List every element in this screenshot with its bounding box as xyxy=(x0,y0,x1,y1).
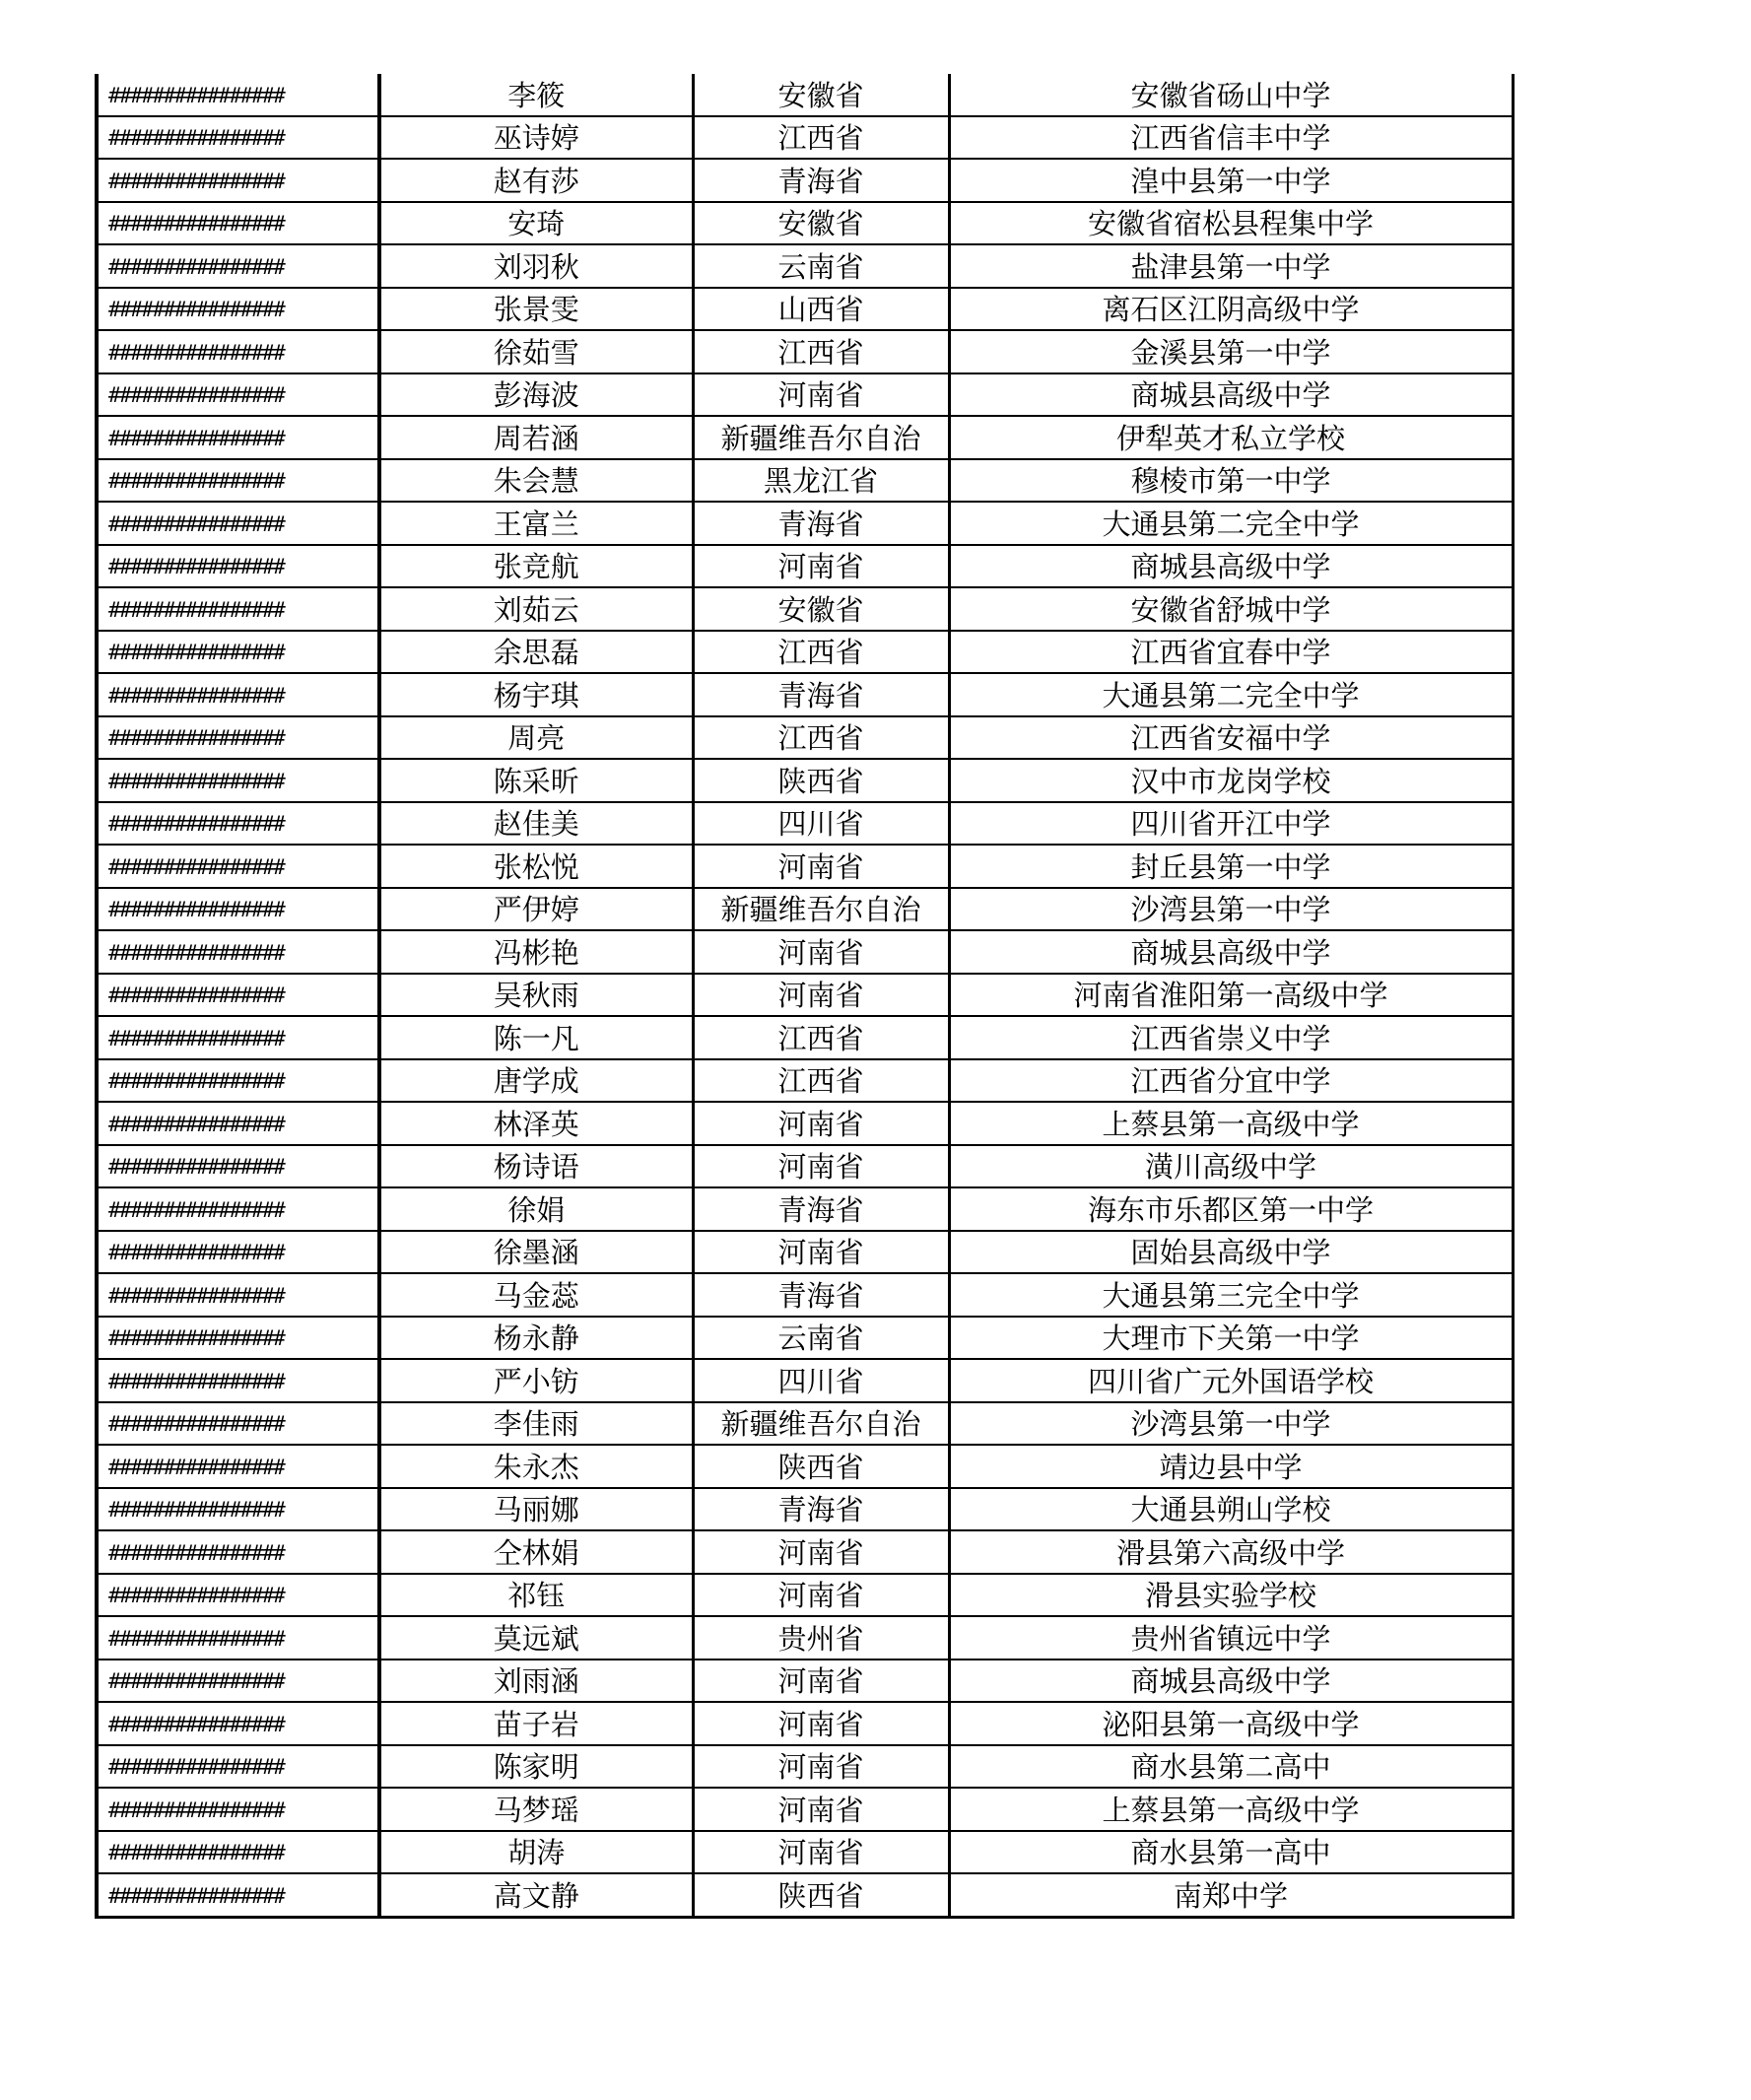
name-cell: 安琦 xyxy=(379,202,693,245)
province-cell: 江西省 xyxy=(693,1016,949,1059)
school-cell: 海东市乐都区第一中学 xyxy=(949,1187,1513,1231)
table-row xyxy=(97,1660,1513,1703)
name-cell: 林泽英 xyxy=(379,1102,693,1145)
name-cell: 彭海波 xyxy=(379,373,693,417)
table-row xyxy=(97,1402,1513,1446)
table-row xyxy=(97,1273,1513,1317)
table-row xyxy=(97,974,1513,1017)
table-row xyxy=(97,1317,1513,1360)
school-cell: 上蔡县第一高级中学 xyxy=(949,1102,1513,1145)
school-cell: 大通县第二完全中学 xyxy=(949,673,1513,716)
province-cell: 河南省 xyxy=(693,1145,949,1188)
province-cell: 江西省 xyxy=(693,716,949,760)
table-row xyxy=(97,1231,1513,1274)
name-cell: 吴秋雨 xyxy=(379,974,693,1017)
name-cell: 赵佳美 xyxy=(379,802,693,846)
school-cell: 封丘县第一中学 xyxy=(949,845,1513,888)
province-cell: 河南省 xyxy=(693,1702,949,1745)
id-cell: ################ xyxy=(97,1317,379,1360)
name-cell: 高文静 xyxy=(379,1873,693,1917)
name-cell: 陈一凡 xyxy=(379,1016,693,1059)
school-cell: 江西省崇义中学 xyxy=(949,1016,1513,1059)
id-cell: ################ xyxy=(97,502,379,545)
id-cell: ################ xyxy=(97,244,379,288)
name-cell: 徐墨涵 xyxy=(379,1231,693,1274)
province-cell: 安徽省 xyxy=(693,587,949,631)
table-row xyxy=(97,716,1513,760)
table-row xyxy=(97,1702,1513,1745)
name-cell: 杨诗语 xyxy=(379,1145,693,1188)
id-cell: ################ xyxy=(97,1059,379,1103)
table-row xyxy=(97,1102,1513,1145)
province-cell: 云南省 xyxy=(693,1317,949,1360)
school-cell: 湟中县第一中学 xyxy=(949,159,1513,202)
id-cell: ################ xyxy=(97,1530,379,1574)
id-cell: ################ xyxy=(97,673,379,716)
name-cell: 莫远斌 xyxy=(379,1616,693,1660)
table-row xyxy=(97,244,1513,288)
school-cell: 安徽省砀山中学 xyxy=(949,74,1513,116)
name-cell: 陈家明 xyxy=(379,1745,693,1789)
name-cell: 余思磊 xyxy=(379,631,693,674)
table-row xyxy=(97,159,1513,202)
school-cell: 四川省广元外国语学校 xyxy=(949,1359,1513,1402)
school-cell: 上蔡县第一高级中学 xyxy=(949,1788,1513,1831)
province-cell: 江西省 xyxy=(693,631,949,674)
province-cell: 青海省 xyxy=(693,1187,949,1231)
province-cell: 新疆维吾尔自治 xyxy=(693,888,949,931)
school-cell: 大通县第二完全中学 xyxy=(949,502,1513,545)
school-cell: 伊犁英才私立学校 xyxy=(949,416,1513,459)
id-cell: ################ xyxy=(97,1745,379,1789)
province-cell: 河南省 xyxy=(693,373,949,417)
province-cell: 青海省 xyxy=(693,1488,949,1531)
name-cell: 唐学成 xyxy=(379,1059,693,1103)
province-cell: 陕西省 xyxy=(693,759,949,802)
id-cell: ################ xyxy=(97,1402,379,1446)
name-cell: 杨宇琪 xyxy=(379,673,693,716)
name-cell: 胡涛 xyxy=(379,1831,693,1874)
name-cell: 苗子岩 xyxy=(379,1702,693,1745)
id-cell: ################ xyxy=(97,116,379,160)
table-row xyxy=(97,845,1513,888)
roster-table xyxy=(95,74,1515,1919)
name-cell: 杨永静 xyxy=(379,1317,693,1360)
table-row xyxy=(97,1488,1513,1531)
name-cell: 王富兰 xyxy=(379,502,693,545)
name-cell: 严伊婷 xyxy=(379,888,693,931)
school-cell: 商城县高级中学 xyxy=(949,930,1513,974)
name-cell: 张竞航 xyxy=(379,545,693,588)
province-cell: 贵州省 xyxy=(693,1616,949,1660)
table-row xyxy=(97,116,1513,160)
name-cell: 巫诗婷 xyxy=(379,116,693,160)
name-cell: 朱永杰 xyxy=(379,1445,693,1488)
table-row xyxy=(97,74,1513,116)
school-cell: 沙湾县第一中学 xyxy=(949,1402,1513,1446)
school-cell: 河南省淮阳第一高级中学 xyxy=(949,974,1513,1017)
id-cell: ################ xyxy=(97,1616,379,1660)
school-cell: 泌阳县第一高级中学 xyxy=(949,1702,1513,1745)
id-cell: ################ xyxy=(97,587,379,631)
province-cell: 青海省 xyxy=(693,159,949,202)
name-cell: 马梦瑶 xyxy=(379,1788,693,1831)
province-cell: 云南省 xyxy=(693,244,949,288)
id-cell: ################ xyxy=(97,288,379,331)
name-cell: 祁钰 xyxy=(379,1574,693,1617)
id-cell: ################ xyxy=(97,1702,379,1745)
school-cell: 商城县高级中学 xyxy=(949,1660,1513,1703)
id-cell: ################ xyxy=(97,759,379,802)
name-cell: 张松悦 xyxy=(379,845,693,888)
table-row xyxy=(97,502,1513,545)
school-cell: 贵州省镇远中学 xyxy=(949,1616,1513,1660)
id-cell: ################ xyxy=(97,1102,379,1145)
table-row xyxy=(97,1445,1513,1488)
name-cell: 刘茹云 xyxy=(379,587,693,631)
table-row xyxy=(97,459,1513,503)
name-cell: 李筱 xyxy=(379,74,693,116)
id-cell: ################ xyxy=(97,1873,379,1917)
id-cell: ################ xyxy=(97,1359,379,1402)
id-cell: ################ xyxy=(97,545,379,588)
province-cell: 河南省 xyxy=(693,1231,949,1274)
roster-table-body xyxy=(97,74,1513,1917)
table-row xyxy=(97,373,1513,417)
table-row xyxy=(97,888,1513,931)
province-cell: 青海省 xyxy=(693,1273,949,1317)
table-row xyxy=(97,587,1513,631)
id-cell: ################ xyxy=(97,631,379,674)
id-cell: ################ xyxy=(97,330,379,373)
name-cell: 冯彬艳 xyxy=(379,930,693,974)
table-row xyxy=(97,802,1513,846)
table-row xyxy=(97,930,1513,974)
table-row xyxy=(97,1745,1513,1789)
school-cell: 江西省宜春中学 xyxy=(949,631,1513,674)
name-cell: 仝林娟 xyxy=(379,1530,693,1574)
name-cell: 朱会慧 xyxy=(379,459,693,503)
province-cell: 四川省 xyxy=(693,1359,949,1402)
id-cell: ################ xyxy=(97,1016,379,1059)
province-cell: 陕西省 xyxy=(693,1873,949,1917)
school-cell: 安徽省宿松县程集中学 xyxy=(949,202,1513,245)
table-row xyxy=(97,1873,1513,1917)
province-cell: 河南省 xyxy=(693,1788,949,1831)
province-cell: 河南省 xyxy=(693,1530,949,1574)
id-cell: ################ xyxy=(97,159,379,202)
name-cell: 马丽娜 xyxy=(379,1488,693,1531)
table-row xyxy=(97,1530,1513,1574)
name-cell: 赵有莎 xyxy=(379,159,693,202)
id-cell: ################ xyxy=(97,459,379,503)
table-row xyxy=(97,545,1513,588)
table-row xyxy=(97,202,1513,245)
name-cell: 张景雯 xyxy=(379,288,693,331)
table-row xyxy=(97,1145,1513,1188)
province-cell: 河南省 xyxy=(693,545,949,588)
table-row xyxy=(97,759,1513,802)
table-row xyxy=(97,330,1513,373)
name-cell: 徐茹雪 xyxy=(379,330,693,373)
school-cell: 汉中市龙岗学校 xyxy=(949,759,1513,802)
school-cell: 沙湾县第一中学 xyxy=(949,888,1513,931)
province-cell: 江西省 xyxy=(693,330,949,373)
id-cell: ################ xyxy=(97,74,379,116)
id-cell: ################ xyxy=(97,930,379,974)
id-cell: ################ xyxy=(97,416,379,459)
province-cell: 新疆维吾尔自治 xyxy=(693,416,949,459)
name-cell: 徐娟 xyxy=(379,1187,693,1231)
name-cell: 周若涵 xyxy=(379,416,693,459)
school-cell: 固始县高级中学 xyxy=(949,1231,1513,1274)
id-cell: ################ xyxy=(97,1831,379,1874)
id-cell: ################ xyxy=(97,1574,379,1617)
id-cell: ################ xyxy=(97,1145,379,1188)
school-cell: 商水县第二高中 xyxy=(949,1745,1513,1789)
table-row xyxy=(97,1616,1513,1660)
province-cell: 安徽省 xyxy=(693,74,949,116)
school-cell: 商城县高级中学 xyxy=(949,373,1513,417)
school-cell: 江西省分宜中学 xyxy=(949,1059,1513,1103)
province-cell: 安徽省 xyxy=(693,202,949,245)
province-cell: 河南省 xyxy=(693,1102,949,1145)
id-cell: ################ xyxy=(97,202,379,245)
table-row xyxy=(97,1059,1513,1103)
id-cell: ################ xyxy=(97,845,379,888)
province-cell: 江西省 xyxy=(693,1059,949,1103)
school-cell: 金溪县第一中学 xyxy=(949,330,1513,373)
province-cell: 山西省 xyxy=(693,288,949,331)
school-cell: 离石区江阴高级中学 xyxy=(949,288,1513,331)
id-cell: ################ xyxy=(97,716,379,760)
province-cell: 四川省 xyxy=(693,802,949,846)
school-cell: 穆棱市第一中学 xyxy=(949,459,1513,503)
province-cell: 青海省 xyxy=(693,673,949,716)
id-cell: ################ xyxy=(97,1187,379,1231)
table-row xyxy=(97,416,1513,459)
id-cell: ################ xyxy=(97,1660,379,1703)
school-cell: 江西省信丰中学 xyxy=(949,116,1513,160)
school-cell: 商水县第一高中 xyxy=(949,1831,1513,1874)
school-cell: 四川省开江中学 xyxy=(949,802,1513,846)
table-row xyxy=(97,1574,1513,1617)
province-cell: 新疆维吾尔自治 xyxy=(693,1402,949,1446)
province-cell: 江西省 xyxy=(693,116,949,160)
school-cell: 大通县朔山学校 xyxy=(949,1488,1513,1531)
id-cell: ################ xyxy=(97,1488,379,1531)
province-cell: 黑龙江省 xyxy=(693,459,949,503)
school-cell: 潢川高级中学 xyxy=(949,1145,1513,1188)
school-cell: 安徽省舒城中学 xyxy=(949,587,1513,631)
school-cell: 江西省安福中学 xyxy=(949,716,1513,760)
school-cell: 盐津县第一中学 xyxy=(949,244,1513,288)
table-row xyxy=(97,1788,1513,1831)
table-row xyxy=(97,1359,1513,1402)
id-cell: ################ xyxy=(97,802,379,846)
name-cell: 刘羽秋 xyxy=(379,244,693,288)
table-row xyxy=(97,673,1513,716)
table-row xyxy=(97,1187,1513,1231)
name-cell: 严小钫 xyxy=(379,1359,693,1402)
province-cell: 青海省 xyxy=(693,502,949,545)
province-cell: 河南省 xyxy=(693,930,949,974)
table-row xyxy=(97,1831,1513,1874)
province-cell: 河南省 xyxy=(693,1745,949,1789)
id-cell: ################ xyxy=(97,1788,379,1831)
school-cell: 靖边县中学 xyxy=(949,1445,1513,1488)
province-cell: 河南省 xyxy=(693,974,949,1017)
school-cell: 大通县第三完全中学 xyxy=(949,1273,1513,1317)
table-row xyxy=(97,1016,1513,1059)
id-cell: ################ xyxy=(97,1231,379,1274)
province-cell: 河南省 xyxy=(693,1660,949,1703)
school-cell: 滑县实验学校 xyxy=(949,1574,1513,1617)
province-cell: 河南省 xyxy=(693,845,949,888)
province-cell: 河南省 xyxy=(693,1831,949,1874)
province-cell: 陕西省 xyxy=(693,1445,949,1488)
id-cell: ################ xyxy=(97,1273,379,1317)
id-cell: ################ xyxy=(97,974,379,1017)
name-cell: 刘雨涵 xyxy=(379,1660,693,1703)
school-cell: 南郑中学 xyxy=(949,1873,1513,1917)
school-cell: 滑县第六高级中学 xyxy=(949,1530,1513,1574)
table-row xyxy=(97,288,1513,331)
school-cell: 商城县高级中学 xyxy=(949,545,1513,588)
school-cell: 大理市下关第一中学 xyxy=(949,1317,1513,1360)
id-cell: ################ xyxy=(97,373,379,417)
id-cell: ################ xyxy=(97,1445,379,1488)
name-cell: 周亮 xyxy=(379,716,693,760)
id-cell: ################ xyxy=(97,888,379,931)
name-cell: 马金蕊 xyxy=(379,1273,693,1317)
name-cell: 李佳雨 xyxy=(379,1402,693,1446)
province-cell: 河南省 xyxy=(693,1574,949,1617)
name-cell: 陈采昕 xyxy=(379,759,693,802)
table-row xyxy=(97,631,1513,674)
